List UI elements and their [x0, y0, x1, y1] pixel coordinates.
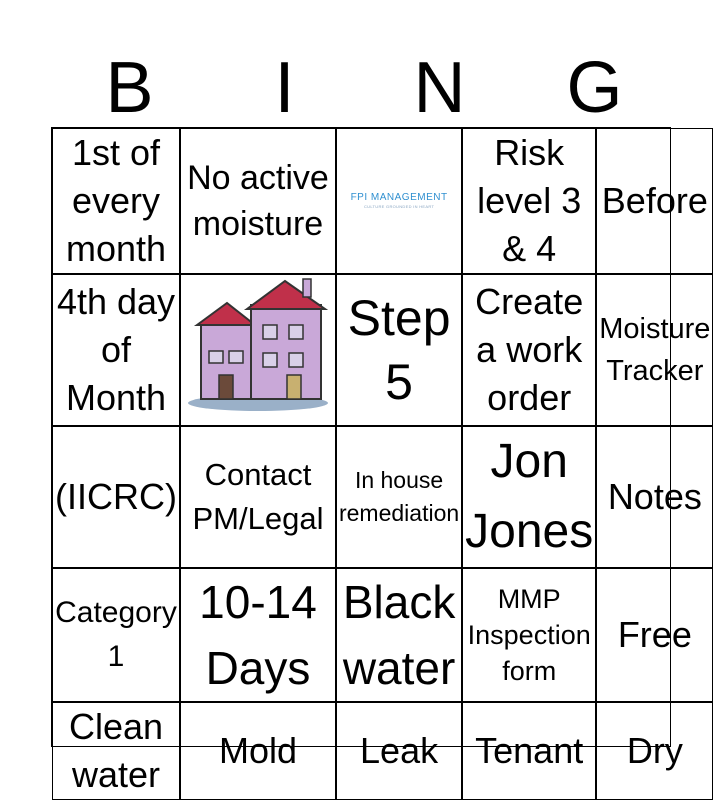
cell-text: Free [617, 614, 692, 655]
bingo-cell[interactable] [180, 426, 336, 568]
cell-text: In house remediation [338, 467, 460, 526]
cell-text: 4th day of Month [56, 281, 176, 418]
bingo-cell[interactable] [596, 274, 713, 426]
bingo-cell[interactable] [462, 274, 596, 426]
bingo-cell[interactable] [336, 568, 462, 702]
cell-text: Step 5 [347, 290, 451, 410]
bingo-cell[interactable] [336, 274, 462, 426]
cell-text: Jon Jones [465, 435, 594, 558]
bingo-cell[interactable] [336, 426, 462, 568]
cell-text: MMP Inspection form [467, 584, 591, 686]
bingo-cell-logo[interactable] [336, 128, 462, 274]
house-icon [183, 275, 333, 425]
cell-text: Leak [360, 730, 439, 771]
bingo-cell[interactable] [336, 702, 462, 800]
cell-text: Tenant [475, 730, 584, 771]
bingo-cell[interactable] [180, 128, 336, 274]
cell-text: Mold [218, 730, 297, 771]
cell-text: (IICRC) [55, 476, 177, 517]
cell-text: 1st of every month [65, 132, 167, 269]
bingo-cell[interactable] [52, 568, 180, 702]
bingo-cell[interactable] [52, 426, 180, 568]
header-letter-g: G [566, 48, 623, 128]
bingo-grid [51, 127, 711, 795]
cell-text: Risk level 3 & 4 [477, 132, 582, 269]
cell-text: No active moisture [187, 159, 329, 243]
header-letter-n: N [413, 48, 466, 128]
bingo-cell[interactable] [52, 702, 180, 800]
cell-text: Before [601, 180, 708, 221]
header-letter-i: I [274, 48, 295, 128]
bingo-header [52, 48, 672, 128]
bingo-cell[interactable] [596, 426, 713, 568]
fpi-management-logo [351, 192, 448, 210]
bingo-cell[interactable] [462, 128, 596, 274]
bingo-cell[interactable] [596, 128, 713, 274]
cell-text: Dry [626, 730, 683, 771]
bingo-cell-image[interactable] [180, 274, 336, 426]
cell-text: 10-14 Days [199, 576, 317, 694]
cell-text: Category 1 [55, 596, 177, 673]
header-letter-b: B [105, 48, 154, 128]
bingo-cell[interactable] [596, 568, 713, 702]
cell-text: Contact PM/Legal [192, 457, 324, 536]
bingo-cell[interactable] [596, 702, 713, 800]
cell-text: Notes [607, 476, 702, 517]
logo-tagline: CULTURE GROUNDED IN HEART [363, 204, 435, 209]
cell-text: Black water [342, 576, 456, 694]
bingo-cell[interactable] [180, 568, 336, 702]
bingo-cell[interactable] [52, 128, 180, 274]
bingo-cell[interactable] [462, 426, 596, 568]
bingo-cell[interactable] [52, 274, 180, 426]
logo-text: FPI MANAGEMENT [350, 192, 448, 203]
bingo-cell[interactable] [180, 702, 336, 800]
bingo-cell[interactable] [462, 702, 596, 800]
cell-text: Moisture Tracker [599, 313, 711, 387]
bingo-cell[interactable] [462, 568, 596, 702]
cell-text: Create a work order [475, 281, 584, 418]
cell-text: Clean water [68, 706, 164, 795]
